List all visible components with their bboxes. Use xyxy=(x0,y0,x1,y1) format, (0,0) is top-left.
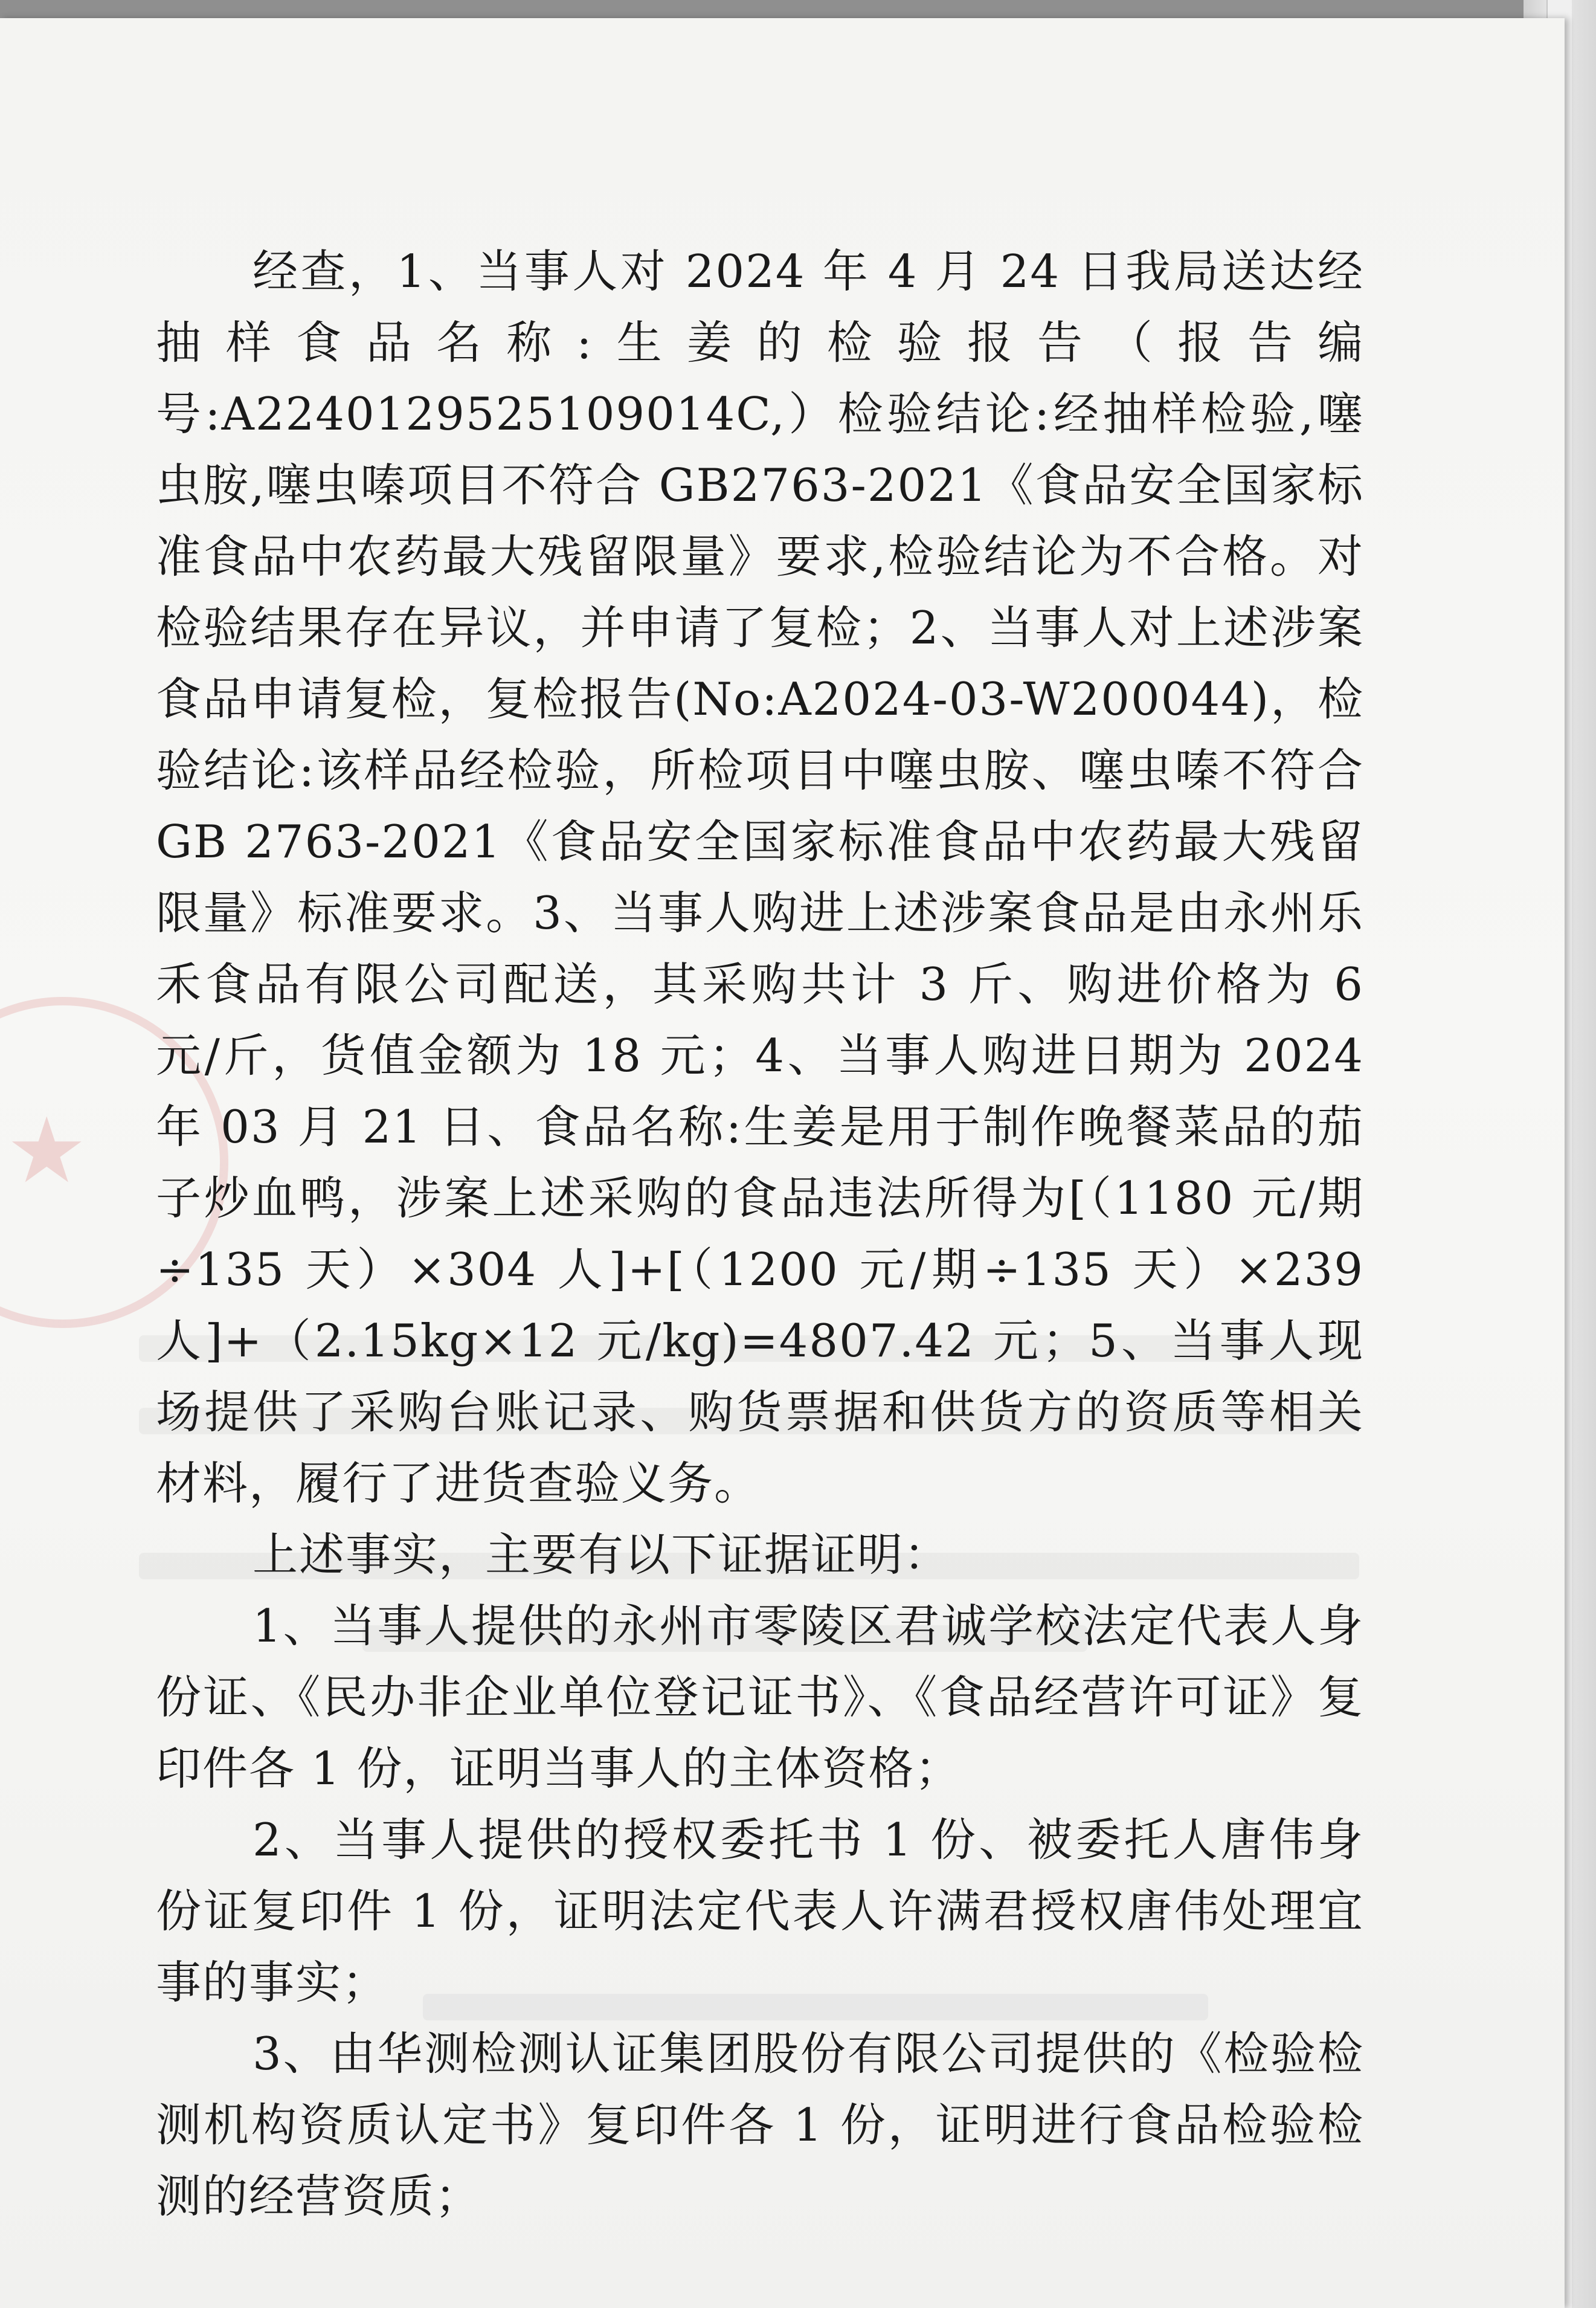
investigation-findings-paragraph: 经查，1、当事人对 2024 年 4 月 24 日我局送达经抽样食品名称:生姜的检验报告（报告编号:A2240129525109014C,）检验结论:经抽样检验,噻虫胺,噻虫嗪项目不符合 GB2763-2021《食品安全国家标准食品中农药最大残留限量》要求,检验结论为不合格。对检验结果存在异议，并申请了复检；2、当事人对上述涉案食品申请复检，复检报告(No:A2024-03-W200044)，检验结论:该样品经检验，所检项目中噻虫胺、噻虫嗪不符合 GB 2763-2021《食品安全国家标准食品中农药最大残留限量》标准要求。3、当事人购进上述涉案食品是由永州乐禾食品有限公司配送，其采购共计 3 斤、购进价格为 6 元/斤，货值金额为 18 元；4、当事人购进日期为 2024 年 03 月 21 日、食品名称:生姜是用于制作晚餐菜品的茄子炒血鸭，涉案上述采购的食品违法所得为[（1180 元/期÷135 天）×304 人]+[（1200 元/期÷135 天）×239 人]+（2.15kg×12 元/kg)=4807.42 元；5、当事人现场提供了采购台账记录、购货票据和供货方的资质等相关材料，履行了进货查验义务。 xyxy=(156,245,1364,1510)
seal-star-icon: ★ xyxy=(6,1098,88,1204)
document-body xyxy=(156,236,1364,2232)
evidence-item-2: 2、当事人提供的授权委托书 1 份、被委托人唐伟身份证复印件 1 份，证明法定代表人许满君授权唐伟处理宜事的事实； xyxy=(156,1813,1364,2009)
evidence-item-1: 1、当事人提供的永州市零陵区君诚学校法定代表人身份证、《民办非企业单位登记证书》、《食品经营许可证》复印件各 1 份，证明当事人的主体资格； xyxy=(156,1599,1364,1795)
document-page xyxy=(0,18,1565,2308)
evidence-intro-paragraph: 上述事实，主要有以下证据证明： xyxy=(253,1528,951,1581)
evidence-item-3: 3、由华测检测认证集团股份有限公司提供的《检验检测机构资质认定书》复印件各 1 份，证明进行食品检验检测的经营资质； xyxy=(156,2027,1364,2223)
